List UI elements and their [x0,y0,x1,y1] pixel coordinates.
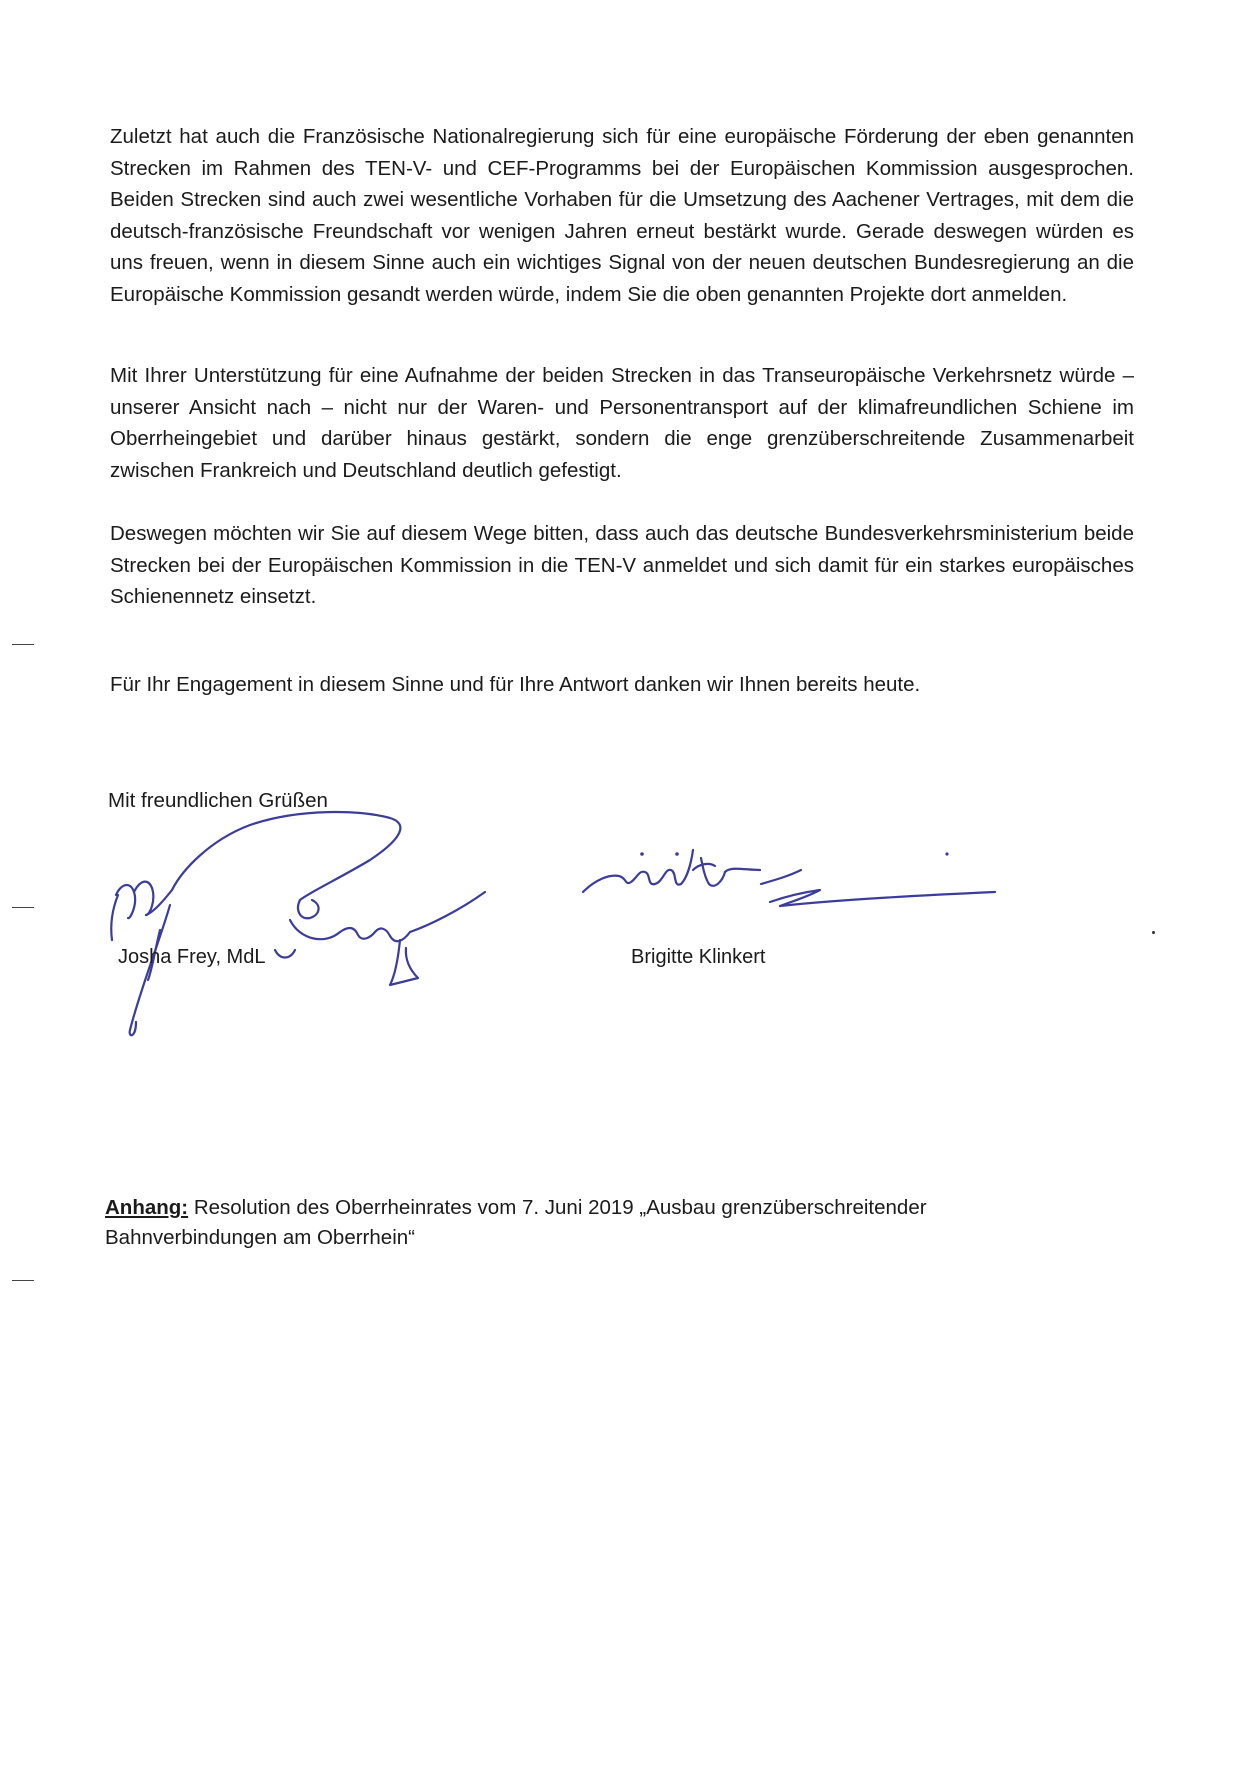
body-paragraph-2: Mit Ihrer Unterstützung für eine Aufnahme der beiden Strecken in das Transeuropäische Verkehrsnetz würde – unserer Ansicht nach – nicht nur der Waren- und Personentransport auf der klimafreundlichen Schiene im Oberrheingebiet und darüber hinaus gestärkt, sondern die enge grenzüberschreitende Zusammenarbeit zwischen Frankreich und Deutschland deutlich gefestigt. [110,364,1134,482]
margin-mark [12,907,34,908]
signatory-name-2: Brigitte Klinkert [631,946,766,968]
attachment-label: Anhang: [105,1196,189,1219]
signature-brigitte-klinkert [575,840,1015,920]
margin-mark [12,644,34,645]
attachment-text: Resolution des Oberrheinrates vom 7. Juni 2019 „Ausbau grenzüberschreitender Bahnverbindungen am Oberrhein“ [105,1196,927,1249]
closing-salutation: Mit freundlichen Grüßen [108,789,328,812]
attachment-note [105,1193,1065,1253]
body-paragraph-1: Zuletzt hat auch die Französische Nationalregierung sich für eine europäische Förderung der eben genannten Strecken im Rahmen des TEN-V- und CEF-Programms bei der Europäischen Kommission ausgesprochen. Beiden Strecken sind auch zwei wesentliche Vorhaben für die Umsetzung des Aachener Vertrages, mit dem die deutsch-französische Freundschaft vor wenigen Jahren erneut bestärkt wurde. Gerade deswegen würden es uns freuen, wenn in diesem Sinne auch ein wichtiges Signal von der neuen deutschen Bundesregierung an die Europäische Kommission gesandt werden würde, indem Sie die oben genannten Projekte dort anmelden. [110,125,1134,306]
scan-speck [1152,931,1155,934]
body-paragraph-4: Für Ihr Engagement in diesem Sinne und für Ihre Antwort danken wir Ihnen bereits heute. [110,673,921,696]
margin-mark [12,1280,34,1281]
signature-josha-frey [100,800,500,1040]
body-paragraph-3: Deswegen möchten wir Sie auf diesem Wege bitten, dass auch das deutsche Bundesverkehrsministerium beide Strecken bei der Europäischen Kommission in die TEN-V anmeldet und sich damit für ein starkes europäisches Schienennetz einsetzt. [110,522,1134,608]
signatory-name-1: Josha Frey, MdL [118,946,266,968]
